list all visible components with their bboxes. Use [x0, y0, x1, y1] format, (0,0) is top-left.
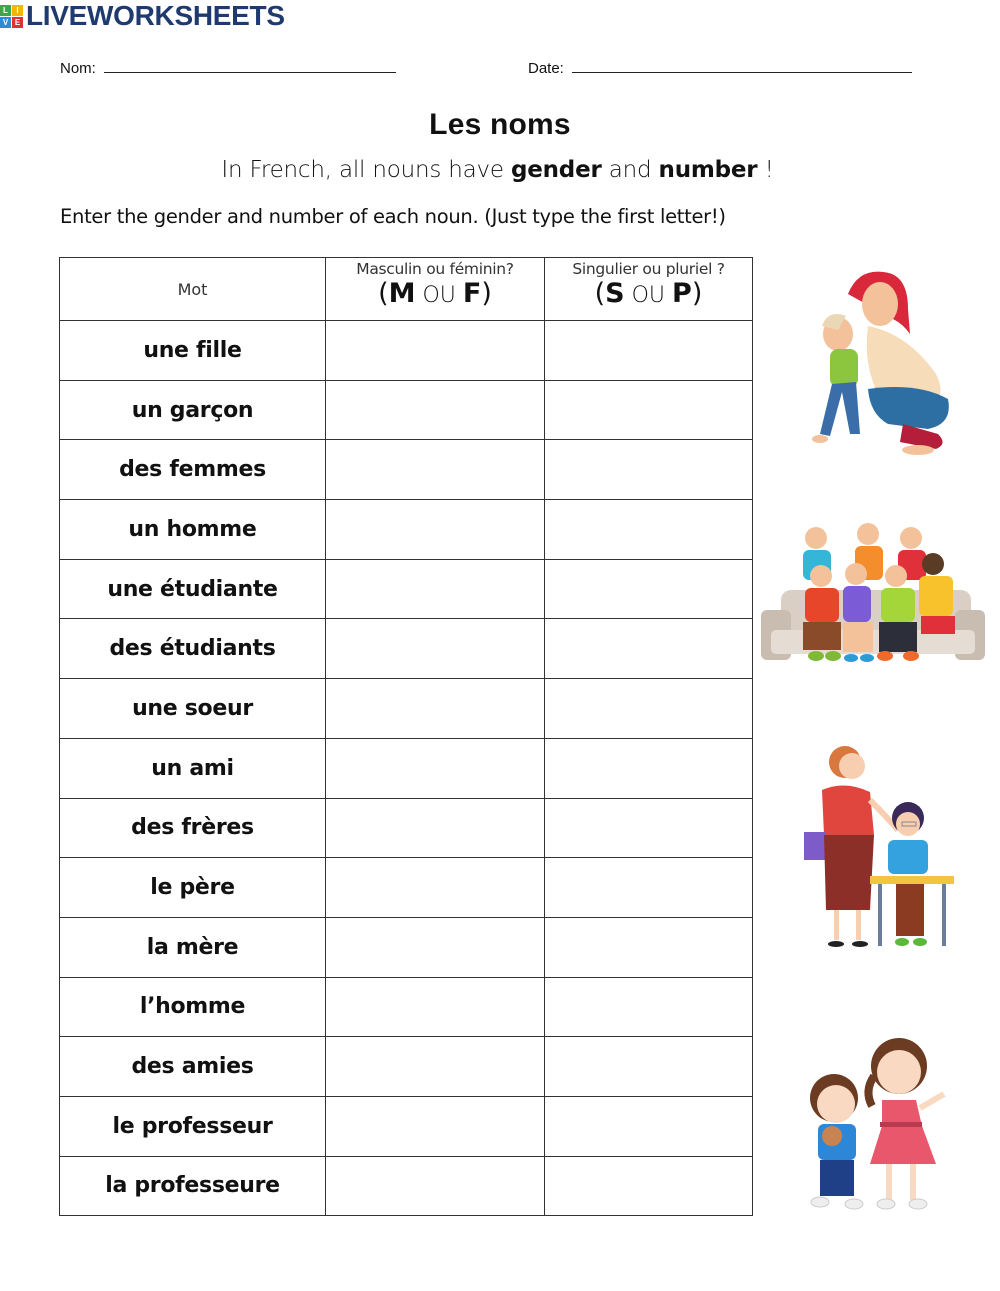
number-input[interactable]: [545, 918, 752, 977]
group-of-friends-on-sofa-illustration: [761, 520, 985, 666]
gender-input[interactable]: [326, 679, 544, 738]
noun-cell: la mère: [60, 917, 326, 977]
number-input[interactable]: [545, 1097, 752, 1156]
number-input[interactable]: [545, 440, 752, 499]
number-input[interactable]: [545, 1037, 752, 1096]
header-word: Mot: [60, 258, 326, 321]
number-cell[interactable]: [545, 1156, 753, 1216]
gender-cell[interactable]: [326, 858, 545, 918]
gender-cell[interactable]: [326, 321, 545, 381]
noun-cell: un homme: [60, 500, 326, 560]
instructions: Enter the gender and number of each noun. (Just type the first letter!): [60, 205, 726, 228]
noun-cell: le professeur: [60, 1096, 326, 1156]
gender-cell[interactable]: [326, 917, 545, 977]
gender-cell[interactable]: [326, 500, 545, 560]
teacher-and-student-illustration: [800, 740, 954, 952]
noun-cell: la professeure: [60, 1156, 326, 1216]
gender-options: [326, 279, 544, 311]
gender-input[interactable]: [326, 1037, 544, 1096]
gender-cell[interactable]: [326, 440, 545, 500]
logo-grid-icon: [0, 5, 23, 28]
logo-letter: I: [12, 5, 23, 16]
option-m: M: [388, 278, 416, 309]
option-s: S: [605, 278, 625, 309]
logo-letter: E: [12, 17, 23, 28]
date-label: Date:: [528, 60, 564, 77]
number-cell[interactable]: [545, 798, 753, 858]
gender-cell[interactable]: [326, 619, 545, 679]
table-row: [60, 1037, 753, 1097]
subtitle-text: and: [601, 157, 659, 183]
gender-input[interactable]: [326, 858, 544, 917]
number-input[interactable]: [545, 619, 752, 678]
gender-cell[interactable]: [326, 1096, 545, 1156]
name-field: [60, 58, 396, 77]
number-input[interactable]: [545, 679, 752, 738]
gender-input[interactable]: [326, 321, 544, 380]
gender-cell[interactable]: [326, 1156, 545, 1216]
gender-cell[interactable]: [326, 738, 545, 798]
gender-input[interactable]: [326, 739, 544, 798]
noun-cell: une étudiante: [60, 559, 326, 619]
subtitle-text: !: [757, 157, 774, 183]
table-row: [60, 440, 753, 500]
table-row: [60, 380, 753, 440]
number-question: Singulier ou pluriel ?: [572, 260, 725, 278]
table-row: [60, 858, 753, 918]
table-row: [60, 738, 753, 798]
number-input[interactable]: [545, 381, 752, 440]
logo-text: LIVEWORKSHEETS: [26, 0, 285, 31]
name-line: [104, 58, 396, 73]
gender-cell[interactable]: [326, 977, 545, 1037]
table-header-row: [60, 258, 753, 321]
noun-cell: des amies: [60, 1037, 326, 1097]
gender-input[interactable]: [326, 1097, 544, 1156]
number-cell[interactable]: [545, 1037, 753, 1097]
gender-input[interactable]: [326, 799, 544, 858]
gender-input[interactable]: [326, 440, 544, 499]
number-cell[interactable]: [545, 559, 753, 619]
gender-input[interactable]: [326, 560, 544, 619]
noun-cell: un garçon: [60, 380, 326, 440]
noun-cell: l’homme: [60, 977, 326, 1037]
number-cell[interactable]: [545, 1096, 753, 1156]
two-children-walking-illustration: [794, 1026, 956, 1214]
number-input[interactable]: [545, 500, 752, 559]
liveworksheets-logo: [0, 0, 1000, 32]
noun-cell: une fille: [60, 321, 326, 381]
table-row: [60, 679, 753, 739]
gender-cell[interactable]: [326, 1037, 545, 1097]
number-cell[interactable]: [545, 738, 753, 798]
table-row: [60, 1156, 753, 1216]
gender-cell[interactable]: [326, 559, 545, 619]
subtitle-bold-number: number: [658, 157, 758, 183]
option-ou: OU: [624, 283, 673, 308]
number-input[interactable]: [545, 321, 752, 380]
number-cell[interactable]: [545, 977, 753, 1037]
date-line: [572, 58, 912, 73]
number-input[interactable]: [545, 858, 752, 917]
paren: (: [378, 278, 389, 309]
number-cell[interactable]: [545, 679, 753, 739]
number-input[interactable]: [545, 739, 752, 798]
table-row: [60, 619, 753, 679]
number-input[interactable]: [545, 978, 752, 1037]
number-input[interactable]: [545, 1157, 752, 1216]
gender-question: Masculin ou féminin?: [356, 260, 514, 278]
paren: ): [481, 278, 492, 309]
gender-cell[interactable]: [326, 679, 545, 739]
gender-input[interactable]: [326, 381, 544, 440]
option-p: P: [672, 278, 692, 309]
subtitle-text: In French, all nouns have: [221, 157, 511, 183]
paren: ): [691, 278, 703, 309]
number-cell[interactable]: [545, 321, 753, 381]
noun-cell: des frères: [60, 798, 326, 858]
number-cell[interactable]: [545, 858, 753, 918]
subtitle-bold-gender: gender: [510, 157, 602, 183]
gender-input[interactable]: [326, 619, 544, 678]
gender-cell[interactable]: [326, 380, 545, 440]
page-title: Les noms: [429, 108, 571, 141]
number-input[interactable]: [545, 799, 752, 858]
date-field: [528, 58, 912, 77]
table-row: [60, 321, 753, 381]
noun-cell: une soeur: [60, 679, 326, 739]
number-cell[interactable]: [545, 619, 753, 679]
gender-input[interactable]: [326, 918, 544, 977]
table-row: [60, 500, 753, 560]
mother-hugging-child-illustration: [808, 264, 954, 456]
logo-letter: V: [0, 17, 11, 28]
nouns-table: [59, 257, 753, 1216]
gender-cell[interactable]: [326, 798, 545, 858]
table-row: [60, 917, 753, 977]
table-row: [60, 559, 753, 619]
header-gender: [326, 258, 545, 321]
noun-cell: un ami: [60, 738, 326, 798]
table-row: [60, 977, 753, 1037]
noun-cell: le père: [60, 858, 326, 918]
noun-cell: des femmes: [60, 440, 326, 500]
gender-input[interactable]: [326, 500, 544, 559]
number-cell[interactable]: [545, 440, 753, 500]
number-cell[interactable]: [545, 380, 753, 440]
table-row: [60, 798, 753, 858]
gender-input[interactable]: [326, 978, 544, 1037]
number-options: [545, 279, 752, 311]
subtitle: [0, 157, 995, 183]
gender-input[interactable]: [326, 1157, 544, 1216]
noun-cell: des étudiants: [60, 619, 326, 679]
paren: (: [594, 278, 606, 309]
number-input[interactable]: [545, 560, 752, 619]
header-number: [545, 258, 753, 321]
name-label: Nom:: [60, 60, 96, 77]
logo-letter: L: [0, 5, 11, 16]
table-row: [60, 1096, 753, 1156]
number-cell[interactable]: [545, 917, 753, 977]
option-f: F: [462, 278, 482, 309]
number-cell[interactable]: [545, 500, 753, 560]
option-ou: OU: [415, 283, 463, 308]
